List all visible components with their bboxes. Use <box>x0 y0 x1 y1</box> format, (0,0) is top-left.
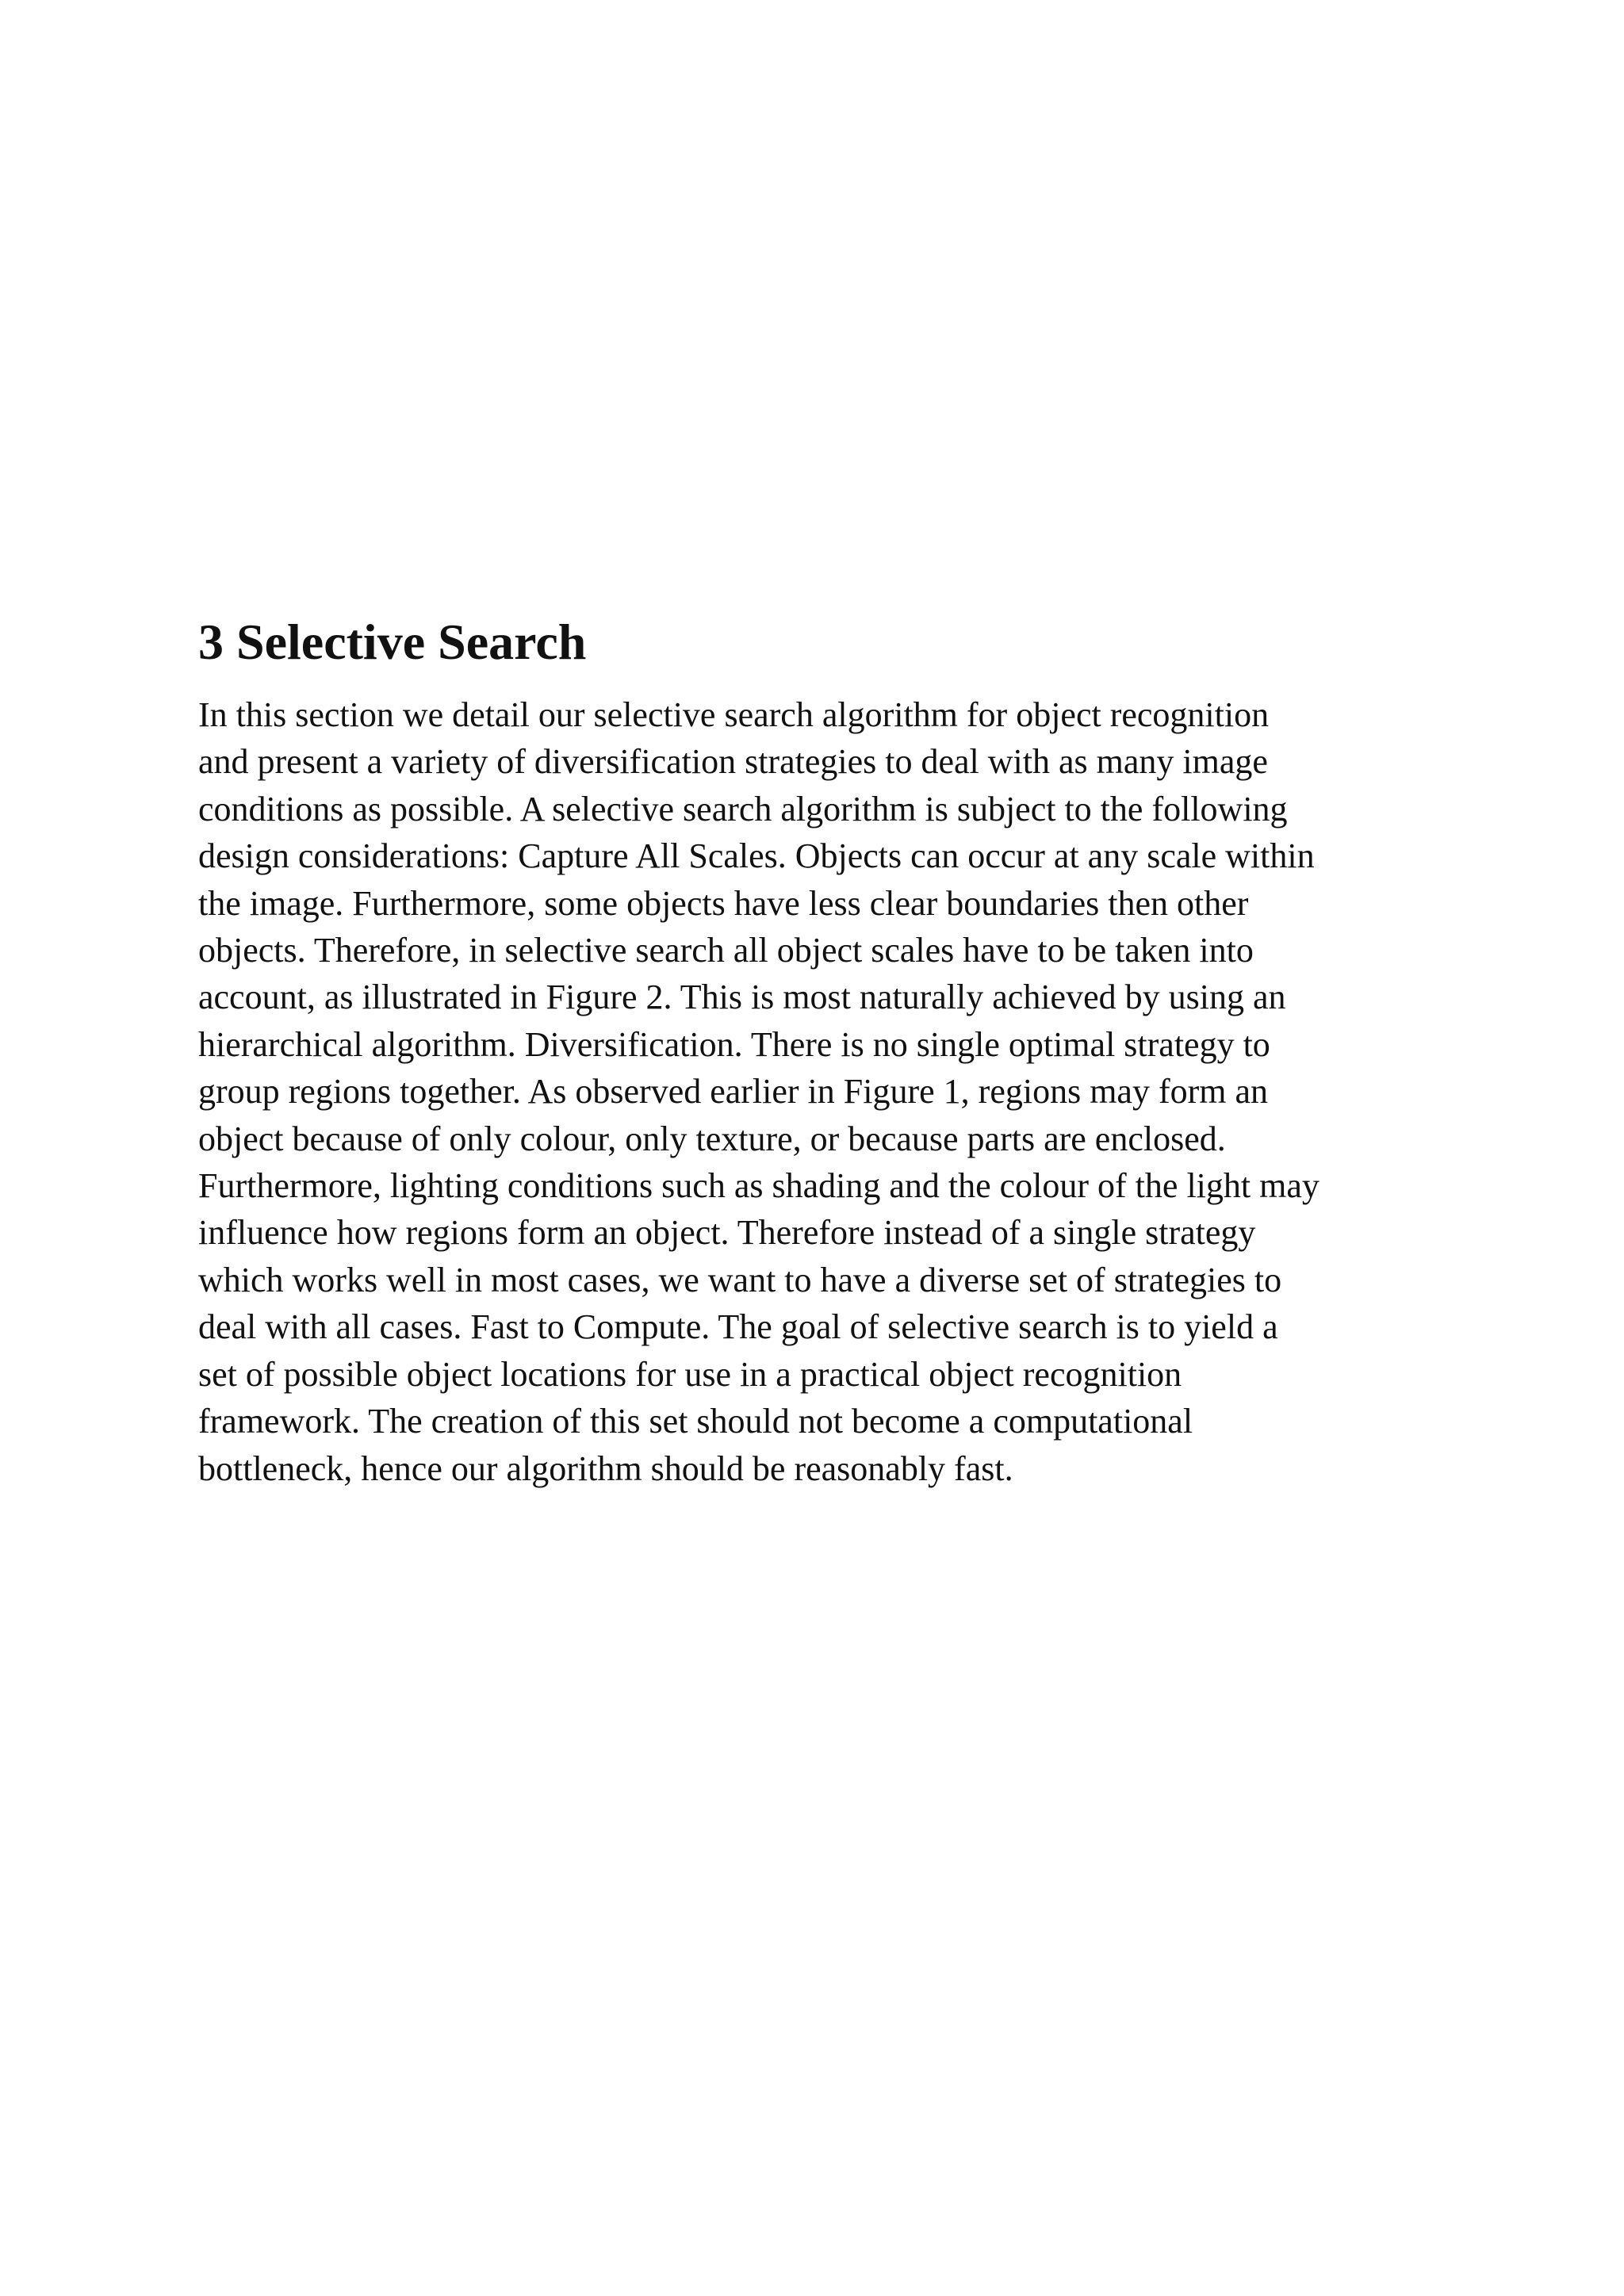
body-line: deal with all cases. Fast to Compute. The goal of selective search is to yield a <box>198 1307 1278 1347</box>
body-line: set of possible object locations for use in a practical object recognition <box>198 1354 1182 1394</box>
body-line: In this section we detail our selective search algorithm for object recognition <box>198 695 1270 734</box>
body-line: design considerations: Capture All Scales. Objects can occur at any scale within <box>198 836 1315 876</box>
body-line: framework. The creation of this set should not become a computational <box>198 1402 1193 1441</box>
body-line: and present a variety of diversification strategies to deal with as many image <box>198 742 1268 782</box>
body-line: account, as illustrated in Figure 2. This is most naturally achieved by using an <box>198 978 1286 1017</box>
body-line: object because of only colour, only texture, or because parts are enclosed. <box>198 1119 1226 1158</box>
body-line: which works well in most cases, we want to have a diverse set of strategies to <box>198 1260 1282 1299</box>
body-line: bottleneck, hence our algorithm should be reasonably fast. <box>198 1448 1013 1488</box>
section-selective-search <box>198 610 1467 1492</box>
body-line: conditions as possible. A selective search algorithm is subject to the following <box>198 789 1288 828</box>
body-line: hierarchical algorithm. Diversification. There is no single optimal strategy to <box>198 1024 1270 1064</box>
body-line: influence how regions form an object. Therefore instead of a single strategy <box>198 1213 1256 1253</box>
body-line: the image. Furthermore, some objects have less clear boundaries then other <box>198 883 1249 923</box>
section-body <box>198 691 1467 1492</box>
section-heading: 3 Selective Search <box>198 614 587 670</box>
body-line: Furthermore, lighting conditions such as shading and the colour of the light may <box>198 1166 1320 1206</box>
body-line: group regions together. As observed earlier in Figure 1, regions may form an <box>198 1072 1269 1112</box>
body-line: objects. Therefore, in selective search all object scales have to be taken into <box>198 931 1254 970</box>
